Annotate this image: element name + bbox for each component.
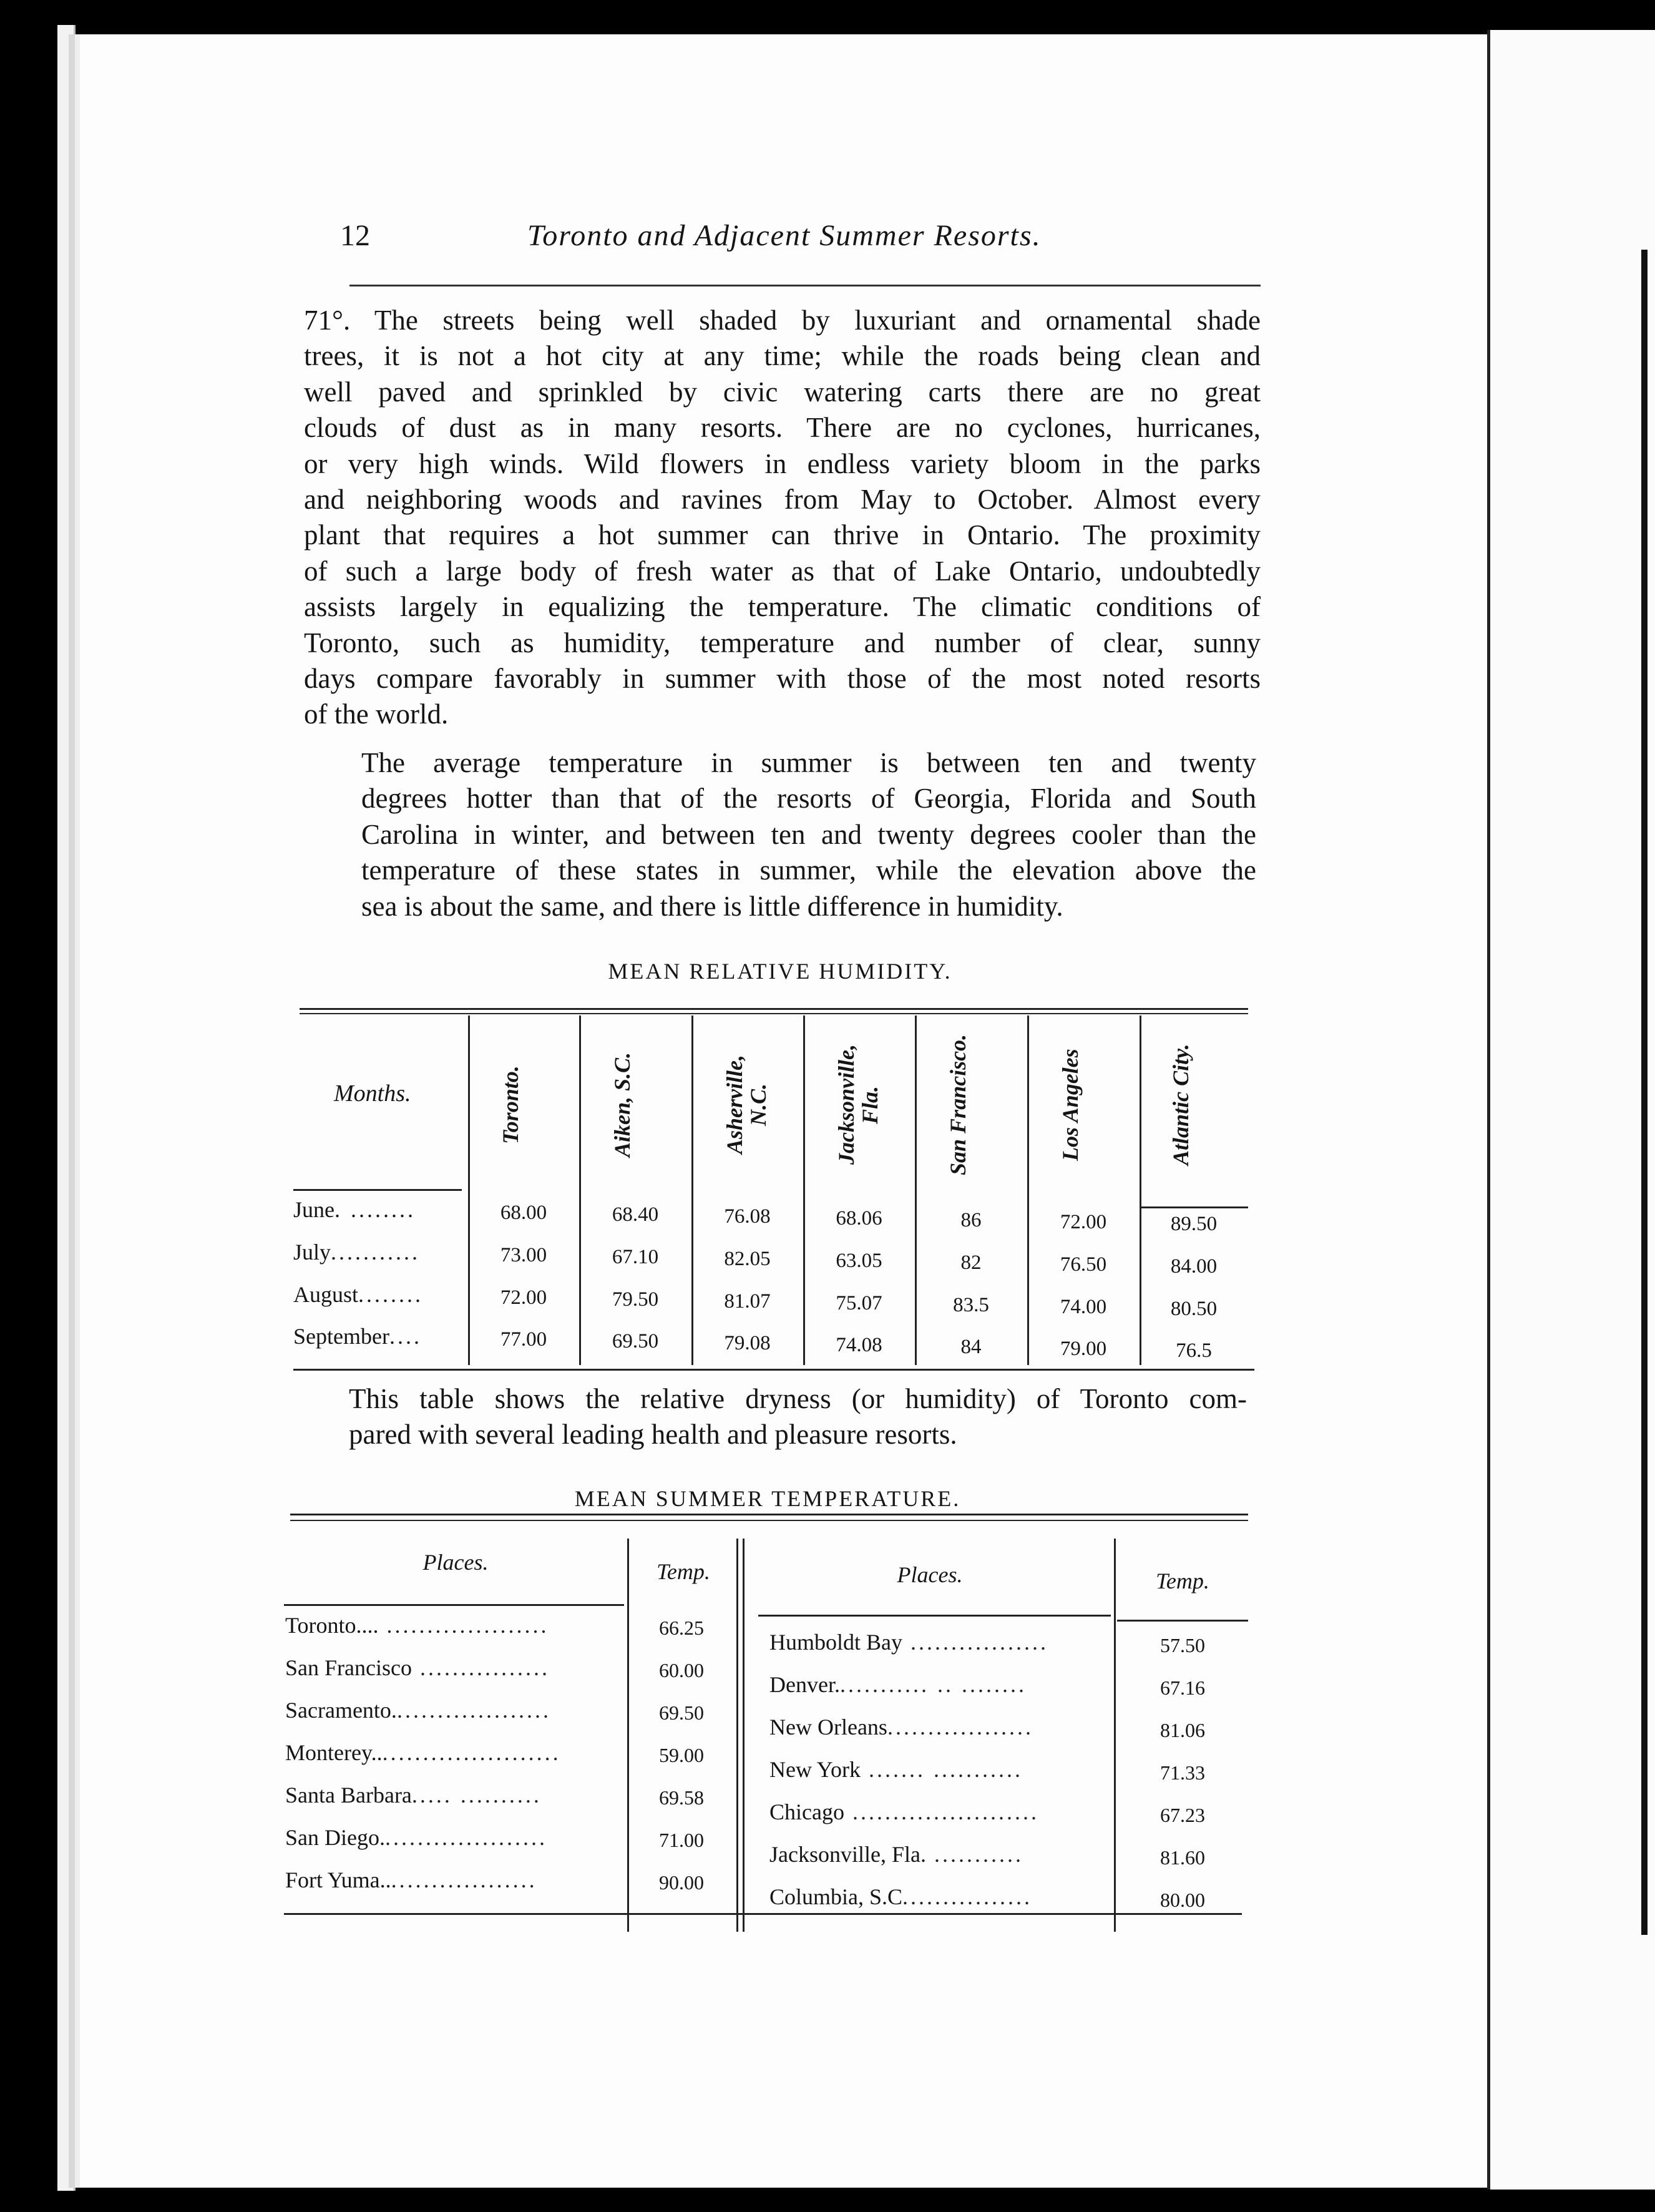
header-rule <box>1117 1620 1248 1622</box>
place-name <box>285 1655 625 1681</box>
column-divider <box>736 1539 738 1932</box>
header-rule <box>758 1615 1111 1617</box>
leader-dots: .................. <box>887 1715 1033 1740</box>
humidity-value: 72.00 <box>1060 1211 1107 1233</box>
adjacent-page-border <box>1641 250 1648 1935</box>
humidity-value: 81.07 <box>724 1290 771 1313</box>
humidity-value: 86 <box>960 1209 982 1231</box>
leader-dots: .................... <box>384 1825 547 1850</box>
column-divider <box>468 1015 470 1365</box>
text-line: degrees hotter than that of the resorts of Georgia, Florida and South <box>361 783 1256 815</box>
place-name <box>769 1671 1113 1698</box>
text-line: days compare favorably in summer with those of the most noted resorts <box>304 663 1261 695</box>
table-bottom-rule <box>293 1369 1254 1371</box>
humidity-value: 76.50 <box>1060 1253 1107 1276</box>
place-header: Toronto. <box>498 1065 523 1144</box>
temperature-value: 71.33 <box>1160 1761 1205 1784</box>
text-line: or very high winds. Wild flowers in endless variety bloom in the parks <box>304 448 1261 479</box>
temperature-value: 69.50 <box>659 1701 704 1724</box>
humidity-value: 73.00 <box>500 1244 547 1266</box>
place-header: San Francisco. <box>945 1034 970 1176</box>
places-header: Places. <box>897 1562 963 1587</box>
humidity-value: 68.06 <box>836 1207 882 1230</box>
place-label: New Orleans <box>769 1715 887 1740</box>
text-line: of such a large body of fresh water as that of Lake Ontario, undoubtedly <box>304 555 1261 587</box>
table-top-rule <box>290 1520 1248 1521</box>
month-name: August <box>293 1282 359 1307</box>
humidity-value: 76.08 <box>724 1205 771 1228</box>
text-line: Toronto, such as humidity, temperature and number of clear, sunny <box>304 627 1261 658</box>
place-name <box>285 1697 625 1723</box>
month-name: September <box>293 1324 389 1349</box>
place-label: San Francisco <box>285 1655 412 1680</box>
place-name <box>769 1841 1113 1867</box>
column-divider <box>743 1539 745 1932</box>
place-label: Jacksonville, Fla. <box>769 1842 926 1867</box>
month-label <box>293 1281 423 1308</box>
place-header: Aiken, S.C. <box>610 1052 635 1158</box>
month-label <box>293 1239 420 1265</box>
place-name <box>769 1799 1113 1825</box>
place-label: Monterey.. <box>285 1740 383 1765</box>
place-label: Fort Yuma.. <box>285 1867 391 1892</box>
temperature-table <box>284 1514 1248 1938</box>
header-rule <box>349 285 1261 286</box>
paragraph-climate <box>304 303 1261 733</box>
humidity-value: 74.00 <box>1060 1296 1107 1318</box>
leader-dots: ................... <box>396 1698 551 1723</box>
column-divider <box>691 1015 693 1365</box>
month-name: July <box>293 1240 331 1265</box>
temperature-value: 67.23 <box>1160 1804 1205 1826</box>
humidity-value: 76.5 <box>1176 1339 1212 1362</box>
place-header: Los Angeles <box>1058 1049 1083 1161</box>
text-line: trees, it is not a hot city at any time; while the roads being clean and <box>304 340 1261 372</box>
place-header: Jacksonville, Fla. <box>833 1044 882 1165</box>
leader-dots: ....................... <box>844 1799 1039 1824</box>
place-name <box>285 1612 625 1638</box>
place-header: Asherville, N.C. <box>721 1055 771 1155</box>
humidity-value: 82.05 <box>724 1248 771 1270</box>
place-label: New York <box>769 1757 861 1782</box>
temperature-value: 81.60 <box>1160 1846 1205 1869</box>
month-label <box>293 1197 416 1223</box>
table-top-rule <box>300 1013 1248 1014</box>
humidity-value: 77.00 <box>500 1328 547 1351</box>
humidity-value: 84 <box>960 1336 982 1358</box>
place-name <box>769 1756 1113 1783</box>
leader-dots: .................. <box>391 1867 537 1892</box>
place-label: Columbia, S.C <box>769 1884 903 1909</box>
place-label: Toronto.... <box>285 1613 379 1638</box>
place-label: Humboldt Bay <box>769 1630 902 1655</box>
column-divider <box>915 1015 917 1365</box>
temperature-value: 81.06 <box>1160 1719 1205 1741</box>
leader-dots: ........... .. ........ <box>839 1672 1027 1697</box>
temperature-value: 71.00 <box>659 1829 704 1851</box>
month-name: June <box>293 1197 334 1222</box>
months-header: Months. <box>334 1080 411 1107</box>
temperature-value: 59.00 <box>659 1744 704 1766</box>
text-line: The average temperature in summer is between ten and twenty <box>361 747 1256 778</box>
table-bottom-rule <box>284 1913 1242 1915</box>
place-name <box>769 1629 1113 1655</box>
place-name <box>769 1714 1113 1740</box>
humidity-value: 82 <box>960 1251 982 1274</box>
text-line: sea is about the same, and there is little difference in humidity. <box>361 890 1063 922</box>
text-line: Carolina in winter, and between ten and twenty degrees cooler than the <box>361 818 1256 850</box>
humidity-value: 68.40 <box>612 1203 659 1226</box>
humidity-value: 79.00 <box>1060 1338 1107 1360</box>
humidity-value: 79.08 <box>724 1332 771 1354</box>
leader-dots: ........... <box>331 1240 421 1265</box>
text-line: 71°. The streets being well shaded by luxuriant and ornamental shade <box>304 305 1261 336</box>
leader-dots: ................ <box>902 1884 1033 1909</box>
humidity-value: 74.08 <box>836 1334 882 1356</box>
text-line: well paved and sprinkled by civic watering carts there are no great <box>304 376 1261 408</box>
place-label: Chicago <box>769 1799 844 1824</box>
leader-dots: ........ <box>358 1282 424 1307</box>
temperature-table-title: MEAN SUMMER TEMPERATURE. <box>574 1486 961 1511</box>
column-divider <box>1140 1015 1141 1365</box>
humidity-value: 79.50 <box>612 1288 659 1311</box>
leader-dots: .... <box>389 1324 422 1349</box>
column-divider <box>627 1539 629 1932</box>
text-line: plant that requires a hot summer can thrive in Ontario. The proximity <box>304 519 1261 551</box>
humidity-value: 89.50 <box>1170 1213 1218 1235</box>
text-line: and neighboring woods and ravines from May to October. Almost every <box>304 484 1261 516</box>
paragraph-average-temperature <box>301 745 1256 924</box>
temperature-value: 69.58 <box>659 1786 704 1809</box>
temperature-value: 67.16 <box>1160 1676 1205 1699</box>
place-name <box>285 1740 625 1766</box>
paragraph-table-note <box>289 1381 1247 1453</box>
place-header: Atlantic City. <box>1168 1044 1193 1166</box>
temperature-value: 66.25 <box>659 1617 704 1639</box>
temperature-value: 60.00 <box>659 1659 704 1681</box>
place-label: Denver. <box>769 1672 840 1697</box>
humidity-value: 63.05 <box>836 1250 882 1272</box>
leader-dots: ....... ........... <box>861 1757 1023 1782</box>
column-divider <box>579 1015 581 1365</box>
place-label: Santa Barbara <box>285 1783 412 1808</box>
header-rule <box>1140 1206 1248 1208</box>
text-line: assists largely in equalizing the temperature. The climatic conditions of <box>304 591 1261 623</box>
humidity-table <box>293 1008 1248 1370</box>
adjacent-page <box>1487 30 1655 2190</box>
header-rule <box>284 1604 624 1606</box>
leader-dots: ................ <box>411 1655 550 1680</box>
table-top-rule <box>300 1008 1248 1010</box>
place-label: Sacramento. <box>285 1698 397 1723</box>
humidity-value: 84.00 <box>1170 1255 1218 1278</box>
leader-dots: . ........ <box>334 1197 416 1222</box>
text-line: temperature of these states in summer, while the elevation above the <box>361 854 1256 886</box>
humidity-table-title: MEAN RELATIVE HUMIDITY. <box>608 959 952 984</box>
leader-dots: ................. <box>902 1630 1048 1655</box>
leader-dots: ...................... <box>382 1740 561 1765</box>
place-name <box>769 1884 1113 1910</box>
humidity-value: 80.50 <box>1170 1298 1218 1320</box>
table-top-rule <box>290 1514 1248 1515</box>
humidity-value: 68.00 <box>500 1201 547 1224</box>
temperature-value: 80.00 <box>1160 1889 1205 1911</box>
place-name <box>285 1824 625 1851</box>
column-divider <box>1114 1539 1116 1932</box>
header-rule <box>293 1189 462 1191</box>
place-label: San Diego. <box>285 1825 385 1850</box>
column-divider <box>803 1015 805 1365</box>
humidity-value: 72.00 <box>500 1286 547 1309</box>
text-line: This table shows the relative dryness (or humidity) of Toronto com- <box>349 1383 1247 1414</box>
leader-dots: .................... <box>378 1613 549 1638</box>
humidity-value: 75.07 <box>836 1292 882 1314</box>
leader-dots: ..... .......... <box>411 1783 542 1808</box>
text-line: of the world. <box>304 698 449 730</box>
header-title: Toronto and Adjacent Summer Resorts. <box>527 219 1042 252</box>
temp-header: Temp. <box>657 1559 710 1584</box>
humidity-value: 69.50 <box>612 1330 659 1353</box>
temp-header: Temp. <box>1156 1568 1209 1593</box>
temperature-value: 90.00 <box>659 1871 704 1894</box>
month-label <box>293 1323 422 1349</box>
humidity-value: 67.10 <box>612 1246 659 1268</box>
leader-dots: ........... <box>925 1842 1023 1867</box>
page-number: 12 <box>340 219 370 252</box>
column-divider <box>1027 1015 1029 1365</box>
places-header: Places. <box>422 1550 489 1575</box>
text-line: pared with several leading health and pleasure resorts. <box>349 1419 957 1451</box>
temperature-value: 57.50 <box>1160 1634 1205 1657</box>
place-name <box>285 1782 625 1808</box>
place-name <box>285 1867 625 1893</box>
text-line: clouds of dust as in many resorts. There are no cyclones, hurricanes, <box>304 412 1261 444</box>
humidity-value: 83.5 <box>953 1294 989 1316</box>
